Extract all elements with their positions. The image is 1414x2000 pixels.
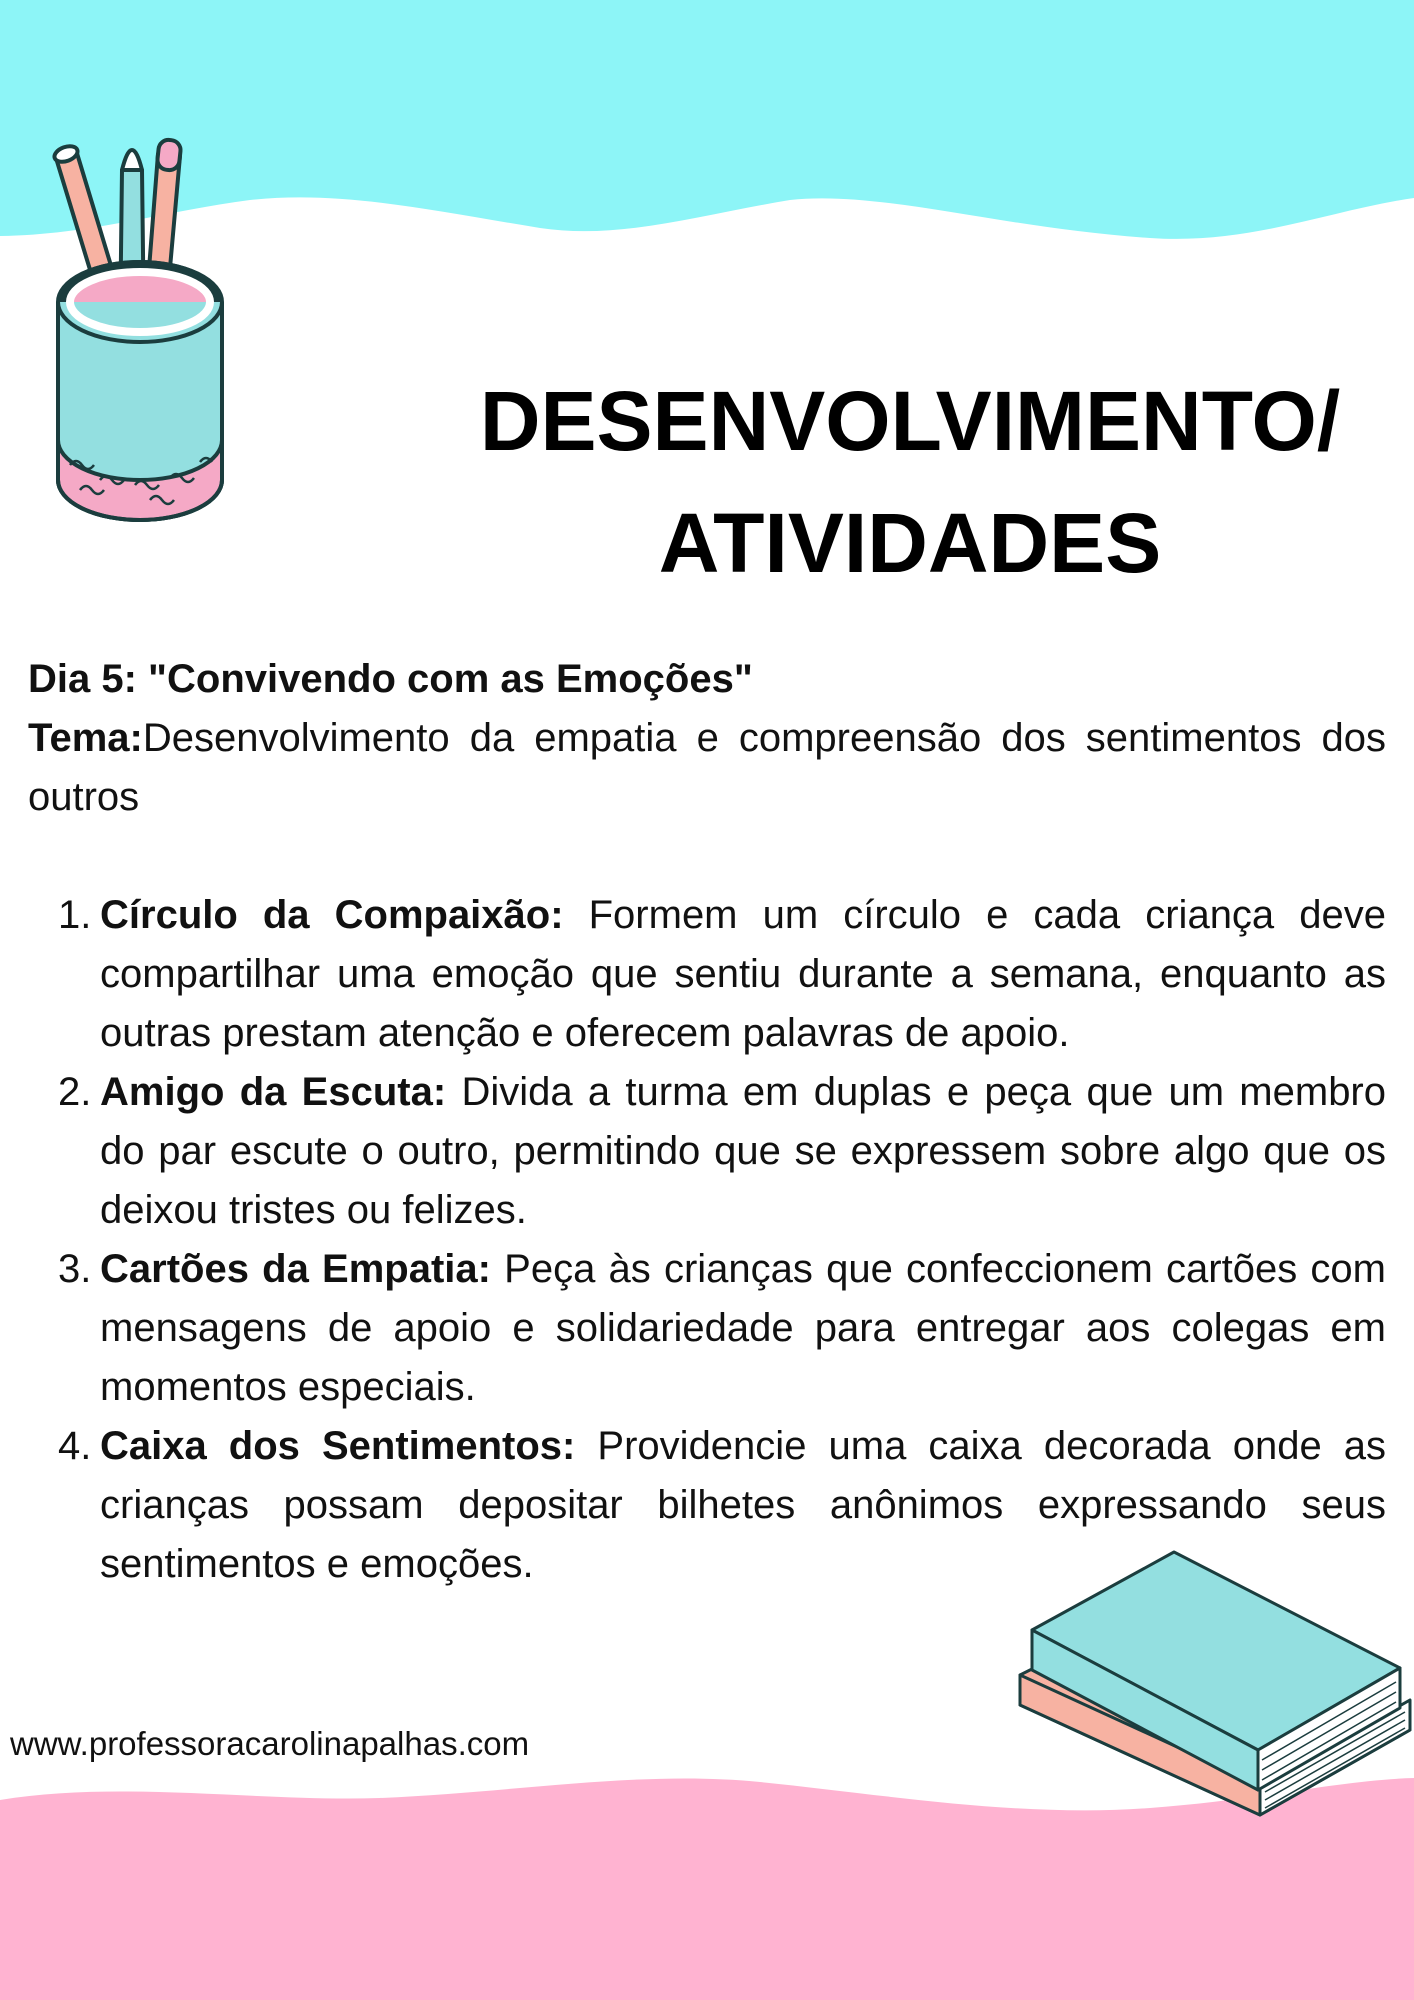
book-stack-icon: [1010, 1540, 1414, 1870]
activity-text: Providencie uma caixa decorada onde as crianças possam depositar bilhetes anônimos expressando seus sentimentos e emoções.: [100, 1424, 1387, 1586]
theme-text: Desenvolvimento da empatia e compreensão dos sentimentos dos outros: [28, 716, 1386, 819]
activity-number: 2.: [58, 1070, 92, 1114]
activity-title: Amigo da Escuta:: [100, 1070, 447, 1114]
activity-list: [28, 886, 1386, 1594]
title-line-2: ATIVIDADES: [658, 496, 1162, 590]
activity-title: Caixa dos Sentimentos:: [100, 1424, 576, 1468]
website-url: www.professoracarolinapalhas.com: [10, 1725, 530, 1762]
activity-title: Cartões da Empatia:: [100, 1247, 491, 1291]
page-title: [420, 360, 1400, 604]
activity-text: Divida a turma em duplas e peça que um membro do par escute o outro, permitindo que se expressem sobre algo que os deixou tristes ou felizes.: [100, 1070, 1387, 1232]
activity-text: Peça às crianças que confeccionem cartões com mensagens de apoio e solidariedade para entregar aos colegas em momentos especiais.: [100, 1247, 1386, 1409]
list-item: [28, 886, 1386, 1063]
activity-title: Círculo da Compaixão:: [100, 893, 564, 937]
theme-paragraph: [28, 709, 1386, 827]
day-heading: Dia 5: "Convivendo com as Emoções": [28, 657, 753, 701]
activity-number: 4.: [58, 1424, 92, 1468]
theme-label: Tema:: [28, 716, 143, 760]
list-item: [28, 1240, 1386, 1417]
list-item: [28, 1063, 1386, 1240]
activity-text: Formem um círculo e cada criança deve compartilhar uma emoção que sentiu durante a semana, enquanto as outras prestam atenção e oferecem palavras de apoio.: [100, 893, 1386, 1055]
activity-number: 3.: [58, 1247, 92, 1291]
pencil-cup-icon: [40, 120, 240, 540]
title-line-1: DESENVOLVIMENTO/: [479, 374, 1341, 468]
activity-number: 1.: [58, 893, 92, 937]
lesson-content: [28, 650, 1386, 1594]
